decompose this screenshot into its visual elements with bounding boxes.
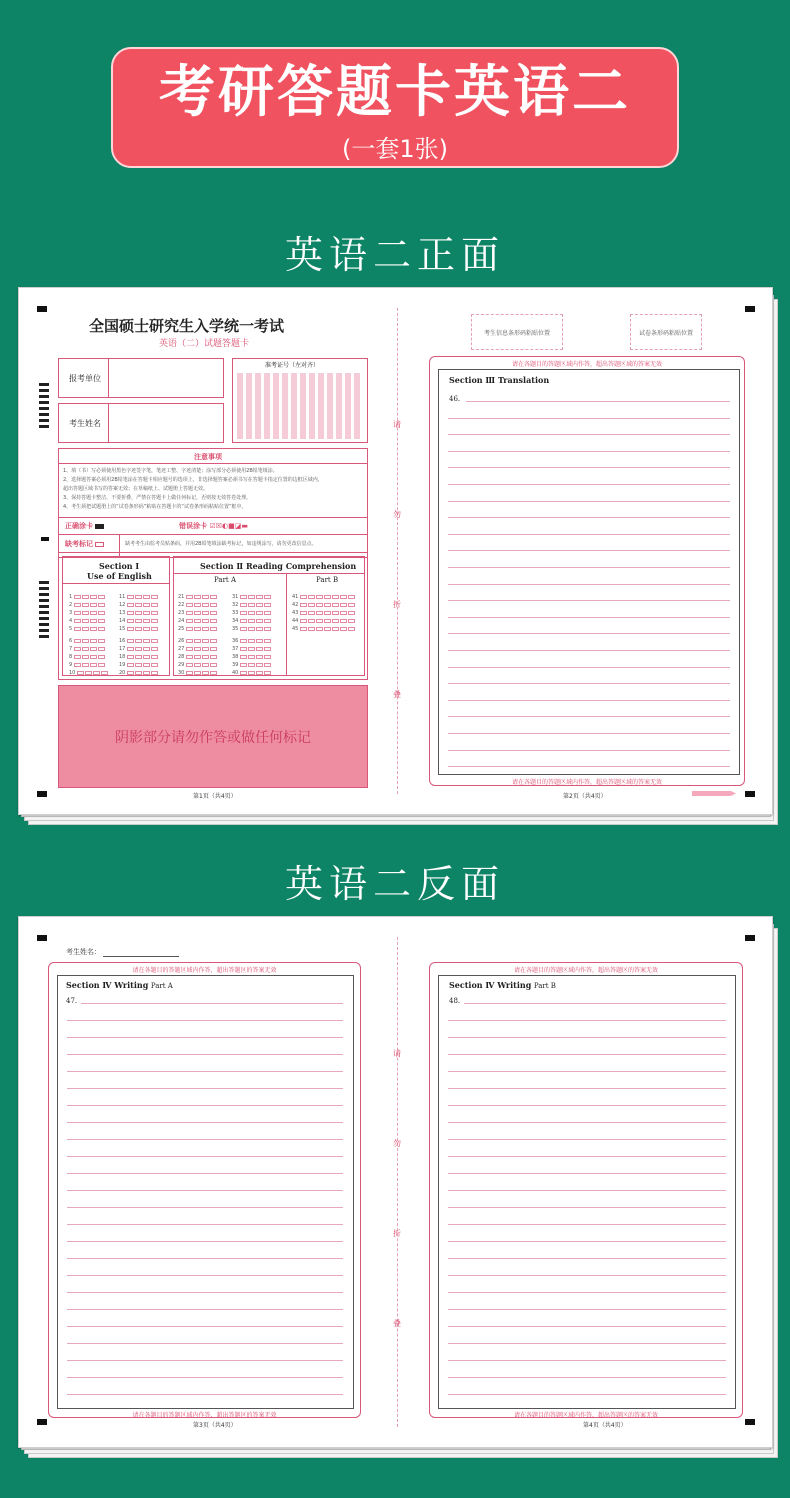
section4a-title: Section Ⅳ Writing Part A [66, 980, 173, 990]
answer-line [448, 1275, 726, 1276]
q47-label: 47. [66, 997, 78, 1005]
front-heading: 英语二正面 [284, 233, 505, 277]
answer-line [466, 401, 730, 402]
answer-line [448, 451, 730, 452]
answer-line [448, 1360, 726, 1361]
timing-marks [39, 383, 49, 431]
fold-char: 请 [393, 1049, 401, 1058]
barcode-info-label: 考生信息条形码粘贴位置 [483, 329, 550, 337]
boundary-note-bottom: 请在各题目的答题区域内作答，超出答题区的答案无效 [132, 1412, 277, 1419]
q46-label: 46. [449, 395, 461, 403]
answer-line [448, 766, 730, 767]
answer-line [67, 1088, 343, 1089]
barcode-paper-box [630, 314, 702, 350]
answer-line [67, 1037, 343, 1038]
section1-sub: Use of English [87, 571, 152, 581]
answer-line [448, 600, 730, 601]
answer-line [448, 667, 730, 668]
exam-number-grid[interactable] [232, 358, 368, 443]
fold-char: 折 [393, 1229, 401, 1238]
answer-line [67, 1326, 343, 1327]
answer-line [67, 1360, 343, 1361]
answer-line [448, 501, 730, 502]
answer-line [448, 484, 730, 485]
answer-line [448, 1343, 726, 1344]
answer-line [67, 1105, 343, 1106]
answer-line [448, 1224, 726, 1225]
answer-line [448, 1071, 726, 1072]
answer-line [448, 1054, 726, 1055]
answer-line [464, 1003, 726, 1004]
notice-box [58, 448, 368, 558]
answer-line [67, 1241, 343, 1242]
answer-line [448, 1105, 726, 1106]
answer-line [448, 418, 730, 419]
fold-char: 叠 [393, 1319, 401, 1328]
answer-line [81, 1003, 343, 1004]
answer-line [448, 750, 730, 751]
notice-5: 4、考生须把试题册上的“试卷条形码”粘贴在答题卡的“试卷条形码粘贴位置”框中。 [63, 504, 247, 510]
answer-line [448, 1173, 726, 1174]
answer-line [448, 517, 730, 518]
answer-line [67, 1343, 343, 1344]
back-sheet-stack [18, 916, 780, 1461]
answer-line [448, 1377, 726, 1378]
back-name-label: 考生姓名： [66, 948, 101, 956]
wrong-fill-label: 错误涂卡 ☑☒◐■◪▬ [179, 522, 248, 530]
q48-label: 48. [449, 997, 461, 1005]
answer-line [67, 1071, 343, 1072]
writing-part-b-box[interactable] [429, 962, 743, 1418]
page-number-1: 第1页（共4页） [193, 793, 237, 800]
front-sheet-stack [18, 287, 780, 827]
answer-line [448, 700, 730, 701]
title-banner [111, 47, 679, 168]
banner-title: 考研答题卡英语二 [159, 59, 631, 125]
correct-fill-label: 正确涂卡 [65, 521, 104, 531]
banner-subtitle: (一套1张) [342, 135, 448, 163]
timing-marks [39, 581, 49, 641]
answer-line [67, 1190, 343, 1191]
answer-line [448, 617, 730, 618]
answer-line [448, 434, 730, 435]
arrow-mark [692, 791, 736, 796]
answer-line [448, 1309, 726, 1310]
answer-line [67, 1394, 343, 1395]
answer-line [67, 1377, 343, 1378]
translation-answer-box[interactable] [429, 356, 745, 786]
answer-line [448, 1207, 726, 1208]
notice-1: 1、填（书）写必须使用黑色字迹签字笔，笔迹工整、字迹清楚；涂写部分必须使用2B铅笔填涂。 [63, 468, 278, 474]
fold-char: 叠 [393, 690, 401, 699]
name-label: 考生姓名 [69, 419, 101, 428]
answer-line [448, 1037, 726, 1038]
answer-line [448, 1156, 726, 1157]
answer-line [448, 567, 730, 568]
notice-2: 2、选择题答案必须用2B铅笔涂在答题卡相应题号的选项上，非选择题答案必须书写在答题卡指定位置的边框区域内， [63, 477, 323, 483]
boundary-note-top: 请在各题目的答题区域内作答，超出答题区的答案无效 [513, 967, 658, 974]
answer-line [448, 1190, 726, 1191]
boundary-note-bottom: 请在各题目的答题区域内作答，超出答题区域的答案无效 [511, 779, 662, 786]
front-sheet [18, 287, 773, 815]
answer-line [448, 1241, 726, 1242]
absent-mark[interactable]: 缺考标记 [65, 539, 104, 549]
answer-line [448, 733, 730, 734]
answer-line [448, 1292, 726, 1293]
section4b-title: Section Ⅳ Writing Part B [449, 980, 556, 990]
absent-note: 缺考考生由监考员贴条码，并用2B铅笔填涂缺考标记，如违规涂写，请勿更改信息点。 [125, 541, 317, 547]
shaded-area [58, 685, 368, 788]
back-heading: 英语二反面 [284, 862, 505, 906]
answer-line [448, 1394, 726, 1395]
fold-char: 请 [393, 420, 401, 429]
fold-char: 勿 [393, 510, 401, 519]
answer-line [448, 1326, 726, 1327]
notice-3: 超出答题区域书写的答案无效；在草稿纸上、试题册上答题无效。 [63, 486, 209, 492]
answer-line [67, 1122, 343, 1123]
notice-4: 3、保持答题卡整洁、不要折叠，严禁在答题卡上做任何标记，否则按无效答卷处理。 [63, 495, 252, 501]
page-number-2: 第2页（共4页） [563, 793, 607, 800]
back-sheet [18, 916, 773, 1448]
answer-line [448, 683, 730, 684]
answer-line [67, 1224, 343, 1225]
answer-line [67, 1173, 343, 1174]
answer-line [67, 1292, 343, 1293]
answer-line [67, 1020, 343, 1021]
barcode-info-box [471, 314, 563, 350]
answer-line [448, 1258, 726, 1259]
answer-line [67, 1207, 343, 1208]
unit-label: 报考单位 [69, 374, 101, 383]
answer-line [448, 1088, 726, 1089]
page-number-3: 第3页（共4页） [193, 1422, 237, 1429]
exam-number-label: 准考证号（左对齐） [265, 362, 320, 369]
part-b-label: Part B [316, 576, 339, 584]
fold-char: 勿 [393, 1139, 401, 1148]
barcode-paper-label: 试卷条形码粘贴位置 [638, 329, 693, 337]
shaded-note: 阴影部分请勿作答或做任何标记 [115, 729, 311, 746]
fold-char: 折 [393, 600, 401, 609]
objective-answer-area[interactable]: Section Ⅰ Use of English 1 2 3 4 5 6 7 8 9 10 11 12 13 14 15 16 17 18 19 20 Section Ⅱ Reading Comprehension Part A Part B 21 22 23 24 25 26 27 28 29 30 31 32 33 34 35 36 37 38 39 40 41 42 43 44 45 [58, 552, 368, 680]
answer-line [67, 1054, 343, 1055]
boundary-note-bottom: 请在各题目的答题区域内作答，超出答题区的答案无效 [513, 1412, 658, 1419]
notice-title: 注意事项 [194, 453, 222, 461]
answer-line [67, 1258, 343, 1259]
page-number-4: 第4页（共4页） [583, 1422, 627, 1429]
back-name-field[interactable] [66, 947, 179, 957]
answer-line [67, 1309, 343, 1310]
writing-part-a-box[interactable] [48, 962, 361, 1418]
answer-line [448, 534, 730, 535]
section1-title: Section Ⅰ [99, 561, 140, 571]
answer-line [67, 1156, 343, 1157]
section2-title: Section Ⅱ Reading Comprehension [200, 561, 357, 571]
answer-line [448, 467, 730, 468]
answer-line [448, 633, 730, 634]
answer-line [448, 716, 730, 717]
part-a-label: Part A [214, 576, 237, 584]
answer-line [67, 1139, 343, 1140]
card-subtitle: 英语（二）试题答题卡 [159, 339, 250, 349]
answer-line [448, 650, 730, 651]
answer-line [448, 550, 730, 551]
boundary-note-top: 请在各题目的答题区域内作答，超出答题区的答案无效 [132, 967, 277, 974]
exam-title: 全国硕士研究生入学统一考试 [89, 317, 285, 335]
unit-field[interactable] [58, 358, 224, 398]
answer-line [448, 1122, 726, 1123]
answer-line [67, 1275, 343, 1276]
boundary-note-top: 请在各题目的答题区域内作答，超出答题区域的答案无效 [511, 361, 662, 368]
name-field[interactable] [58, 403, 224, 443]
answer-line [448, 1139, 726, 1140]
answer-line [448, 584, 730, 585]
section3-title: Section Ⅲ Translation [449, 375, 550, 385]
answer-line [448, 1020, 726, 1021]
